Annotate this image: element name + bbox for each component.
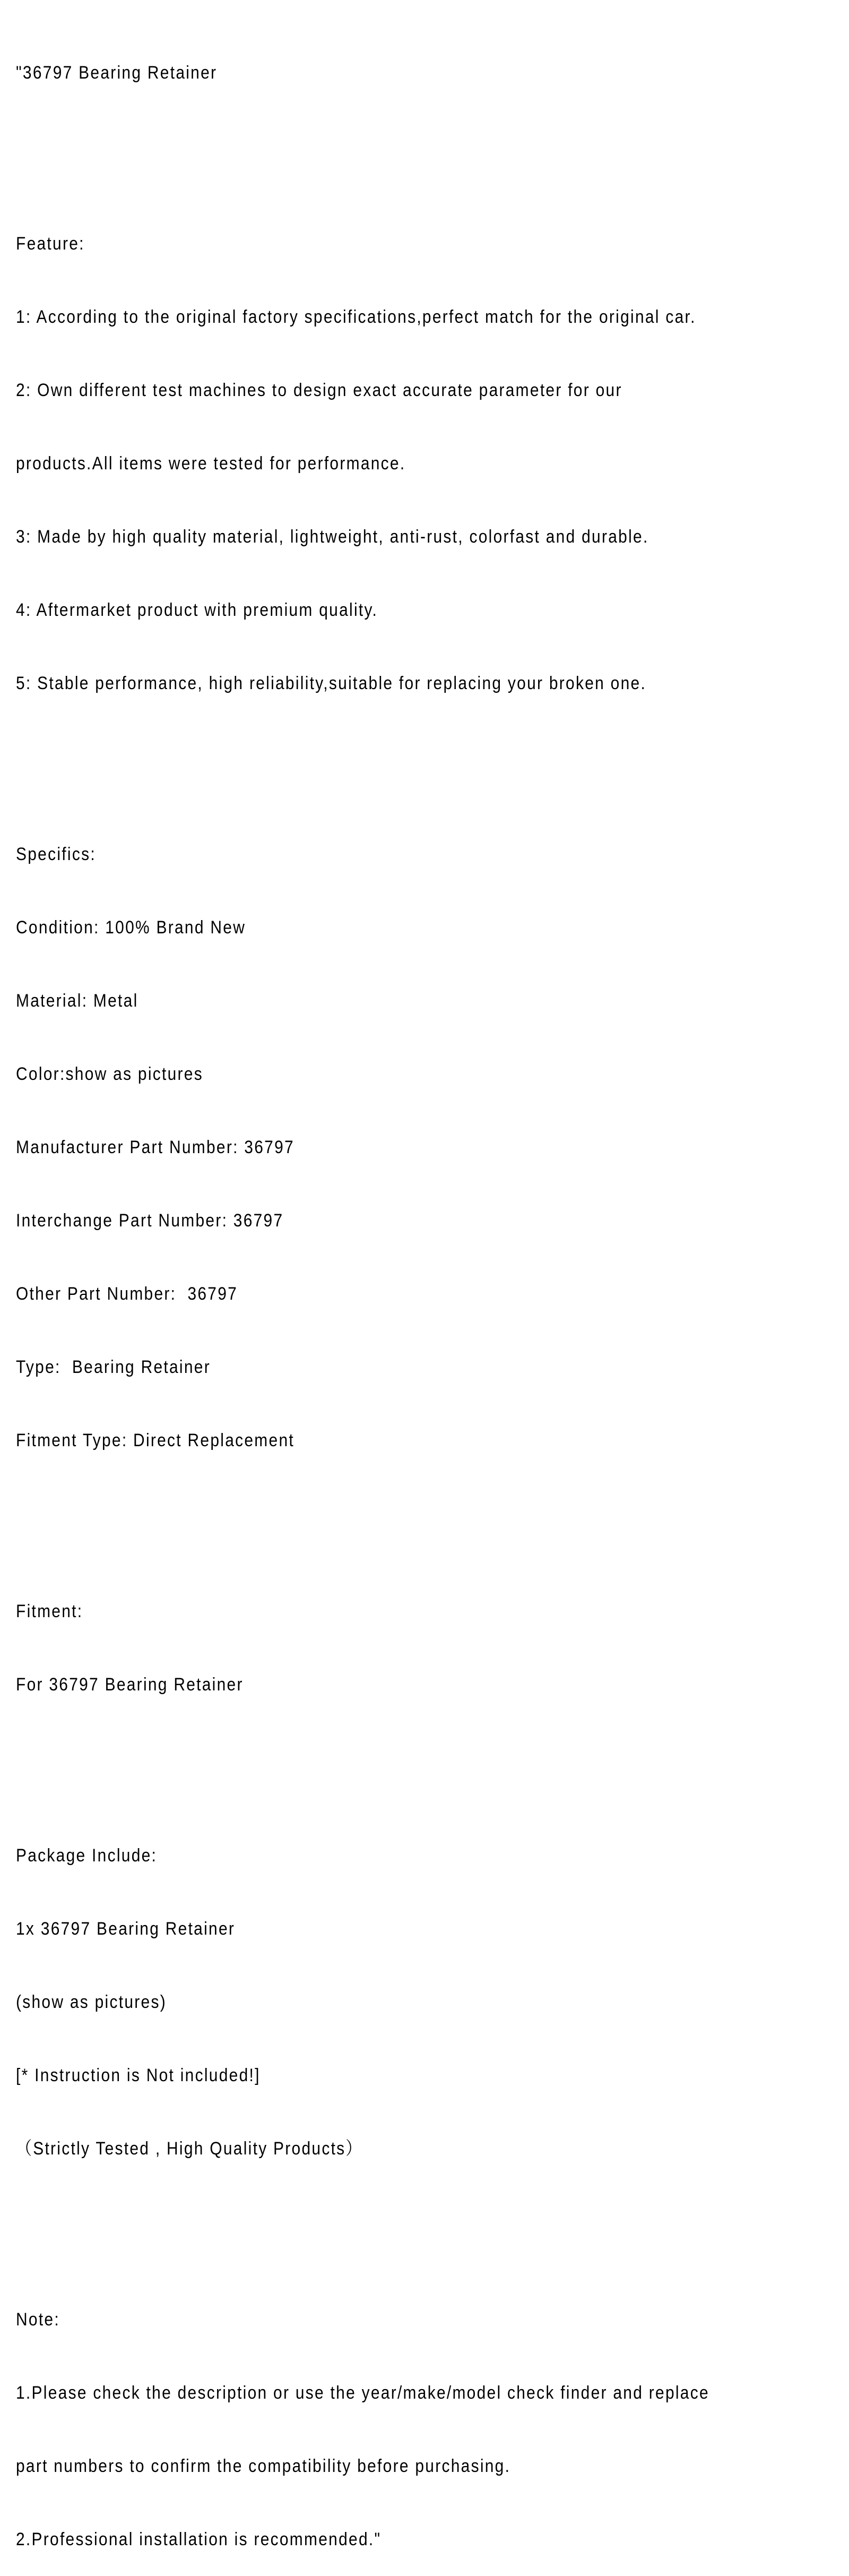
feature-item: 2: Own different test machines to design exact accurate parameter for our: [16, 380, 622, 400]
package-item: （Strictly Tested , High Quality Products）: [16, 2139, 363, 2159]
product-title: "36797 Bearing Retainer: [16, 63, 218, 83]
specifics-item: Fitment Type: Direct Replacement: [16, 1430, 294, 1450]
package-item: [* Instruction is Not included!]: [16, 2065, 261, 2085]
feature-item: 4: Aftermarket product with premium quality.: [16, 600, 378, 620]
note-item: part numbers to confirm the compatibility before purchasing.: [16, 2456, 511, 2476]
specifics-item: Manufacturer Part Number: 36797: [16, 1137, 294, 1157]
note-heading: Note:: [16, 2309, 60, 2330]
spacer: [16, 134, 744, 158]
feature-item: 3: Made by high quality material, lightweight, anti-rust, colorfast and durable.: [16, 527, 649, 547]
feature-heading: Feature:: [16, 234, 85, 254]
spacer: [16, 1501, 744, 1526]
feature-item: 1: According to the original factory specifications,perfect match for the original car.: [16, 307, 696, 327]
specifics-item: Interchange Part Number: 36797: [16, 1210, 284, 1231]
package-item: 1x 36797 Bearing Retainer: [16, 1919, 236, 1939]
specifics-item: Type: Bearing Retainer: [16, 1357, 211, 1377]
specifics-heading: Specifics:: [16, 844, 96, 864]
specifics-item: Material: Metal: [16, 991, 138, 1011]
note-item: 1.Please check the description or use the year/make/model check finder and replace: [16, 2383, 709, 2403]
package-heading: Package Include:: [16, 1845, 158, 1866]
feature-item: products.All items were tested for performance.: [16, 453, 406, 474]
fitment-heading: Fitment:: [16, 1601, 83, 1621]
specifics-item: Other Part Number: 36797: [16, 1284, 238, 1304]
product-description: [16, 12, 744, 2576]
package-item: (show as pictures): [16, 1992, 167, 2012]
note-item: 2.Professional installation is recommended.": [16, 2529, 382, 2549]
spacer: [16, 2210, 744, 2234]
spacer: [16, 1746, 744, 1770]
specifics-item: Condition: 100% Brand New: [16, 917, 246, 938]
feature-item: 5: Stable performance, high reliability,suitable for replacing your broken one.: [16, 673, 647, 693]
spacer: [16, 744, 744, 769]
fitment-item: For 36797 Bearing Retainer: [16, 1675, 244, 1695]
specifics-item: Color:show as pictures: [16, 1064, 203, 1084]
